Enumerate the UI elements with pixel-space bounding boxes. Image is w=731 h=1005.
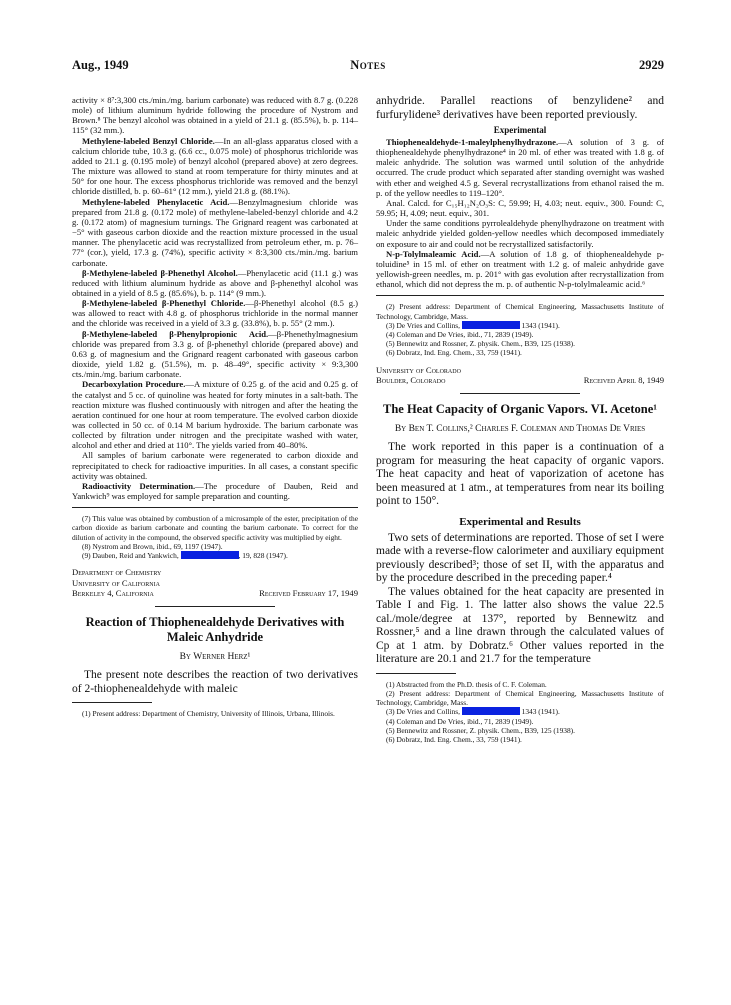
footnote: (5) Bennewitz and Rossner, Z. physik. Chem., B39, 125 (1938). xyxy=(386,725,575,735)
paragraph xyxy=(72,197,358,268)
footnote: (2) Present address: Department of Chemical Engineering, Massachusetts Institute of Technology, Cambridge, Mass. xyxy=(376,689,664,708)
affiliation-line: Berkeley 4, California xyxy=(72,588,154,599)
paragraph xyxy=(72,136,358,197)
article-separator xyxy=(460,393,580,394)
paragraph-text: —A mixture of 0.25 g. of the acid and 0.25 g. of the catalyst and 5 cc. of quinoline was heated for forty minutes in a salt-bath. The reaction mixture was flushed continuously with nitrogen and after the heating the aeration continued for one hour at room temperature. The evolved carbon dioxide was collected in 50 cc. of 0.14 M barium hydroxide. The barium carbonate was collected by filtration under nitrogen and the precipitate washed with water, alcohol and ether and dried at 110°. The yields varied from 40–80%. xyxy=(72,379,359,451)
section-heading: Experimental xyxy=(493,125,547,135)
paragraph-text: —Phenylacetic acid (11.1 g.) was reduced with lithium aluminum hydride as above and β-phenethyl alcohol was obtained in a yield of 8.5 g. (85.6%), b. p. 114° (9 mm.). xyxy=(72,267,358,298)
paragraph xyxy=(72,268,358,298)
paragraph-text: —A solution of 3 g. of thiophenealdehyde phenylhydrazone⁴ in 20 ml. of ether was treated with 1.8 g. of maleic anhydride. The solution was warmed until solution of the anhydride occurred. The crude product which separated after standing overnight was washed with ether and weighed 4.5 g. Several recrystallizations from ethanol raised the m. p. of the yellow needles to 119–120°. xyxy=(376,137,664,198)
affiliation-block xyxy=(72,567,358,598)
affiliation-line: University of California xyxy=(72,577,160,588)
footnote: (2) Present address: Department of Chemical Engineering, Massachusetts Institute of Technology, Cambridge, Mass. xyxy=(376,302,664,321)
redaction-box xyxy=(181,551,239,559)
run-in-heading: β-Methylene-labeled β-Phenethyl Chloride. xyxy=(82,298,246,309)
footnote-rule xyxy=(376,295,664,296)
run-in-heading: Methylene-labeled Benzyl Chloride. xyxy=(82,135,215,146)
run-in-heading: β-Methylene-labeled β-Phenethyl Alcohol. xyxy=(82,267,238,278)
paragraph: Two sets of determinations are reported. Those of set I were made with a reverse-flow calorimeter and auxiliary equipment previously described³; those of set II, with the apparatus and by the procedure described in the preceding paper.⁴ xyxy=(376,531,664,585)
section-heading: Experimental and Results xyxy=(459,515,581,528)
footnote xyxy=(376,707,664,716)
right-column xyxy=(376,95,664,744)
footnote: (6) Dobratz, Ind. Eng. Chem., 33, 759 (1941). xyxy=(386,348,522,358)
paragraph: Under the same conditions pyrrolealdehyde phenylhydrazone on treatment with maleic anhydride yielded golden-yellow needles which decomposed immediately on exposure to air and could not be recrystallized satisfactorily. xyxy=(376,218,664,249)
paragraph: anhydride. Parallel reactions of benzylidene² and furfurylidene³ derivatives have been reported previously. xyxy=(376,95,664,121)
paragraph: The present note describes the reaction of two derivatives of 2-thiophenealdehyde with maleic xyxy=(72,669,358,695)
footnote: (6) Dobratz, Ind. Eng. Chem., 33, 759 (1941). xyxy=(386,735,522,745)
footnotes xyxy=(72,514,358,560)
paragraph-text: —In an all-glass apparatus closed with a calcium chloride tube, 10.3 g. (6.6 cc., 0.075 mole) of phosphorus trichloride was added to 21.1 g. (0.195 mole) of benzyl alcohol (prepared above) at zero degrees. The mixture was allowed to stand at room temperature for thirty minutes and at 50° for one hour. The excess phosphorus trichloride was removed and the benzyl chloride distilled, b. p. 60–61° (12 mm.), yield 21.8 g. (88.1%). xyxy=(72,135,358,197)
affiliation-block xyxy=(376,365,664,386)
article-title: The Heat Capacity of Organic Vapors. VI. Acetone¹ xyxy=(383,402,657,417)
footnote-text: 1343 (1941). xyxy=(519,707,560,717)
paragraph: activity × 8⁷:3,300 cts./min./mg. barium carbonate) was reduced with 8.7 g. (0.228 mole) of lithium aluminum hydride following the procedure of Nystrom and Brown.⁸ The benzyl alcohol was obtained in a yield of 21.1 g. (85.5%), b. p. 114–115° (32 mm.). xyxy=(72,95,358,136)
footnote-text: (3) De Vries and Collins, xyxy=(386,707,460,717)
received-date: Received February 17, 1949 xyxy=(259,588,358,599)
footnote-rule xyxy=(376,673,456,674)
redaction-box xyxy=(462,321,520,329)
article-separator xyxy=(155,606,275,607)
header-section: Notes xyxy=(350,58,386,72)
paragraph-text: —Benzylmagnesium chloride was prepared from 21.8 g. (0.172 mole) of methylene-labeled-benzyl chloride and 4.2 g. (0.172 atom) of magnesium turnings. The Grignard reagent was carbonated at −5° with gaseous carbon dioxide and the reaction mixture processed in the usual manner. The phenylacetic acid was recrystallized from petroleum ether, m. p. 76–77° (cor.), yield, 17.3 g. (74%), specific activity × 8:3,300 cts./min./mg. barium carbonate. xyxy=(72,196,358,268)
paragraph-text: —A solution of 1.8 g. of thiophenealdehyde p-toluidine⁵ in 15 ml. of ether on treatment with 1.2 g. of maleic anhydride gave yellowish-green needles, m. p. 201° with gas evolution after recrystallization from ethanol, which did not depress the m. p. of authentic N-p-tolylmaleamic acid.⁶ xyxy=(376,248,664,290)
paragraph-text: —The procedure of Dauben, Reid and Yankwich⁹ was employed for sample preparation and counting. xyxy=(72,480,358,502)
footnote: (1) Present address: Department of Chemistry, University of Illinois, Urbana, Illinois. xyxy=(82,709,335,719)
footnote-text: 1343 (1941). xyxy=(519,320,560,330)
paragraph: All samples of barium carbonate were regenerated to carbon dioxide and reprecipitated to check for radioactive impurities. In all cases, a constant specific activity was obtained. xyxy=(72,450,358,481)
header-date: Aug., 1949 xyxy=(72,58,129,72)
running-header xyxy=(72,58,664,78)
left-column xyxy=(72,95,358,719)
paragraph xyxy=(72,379,358,450)
run-in-heading: Thiophenealdehyde-1-maleylphenylhydrazone. xyxy=(386,137,559,147)
paragraph: The values obtained for the heat capacity are presented in Table I and Fig. 1. The latter also shows the value 22.5 cal./mole/degree at 137°, reported by Bennewitz and Rossner,⁵ and a line drawn through the calculated values of Cp at 1 atm. by Dobratz.⁶ Other values reported in the literature are 20.1 and 21.7 for the temperature xyxy=(376,585,664,666)
footnote xyxy=(72,551,358,560)
run-in-heading: N-p-Tolylmaleamic Acid. xyxy=(386,248,481,259)
footnote xyxy=(376,321,664,330)
footnotes xyxy=(376,680,664,744)
footnote: (4) Coleman and De Vries, ibid., 71, 2839 (1949). xyxy=(386,329,534,339)
footnote-rule xyxy=(72,507,358,508)
paragraph xyxy=(72,298,358,328)
affiliation-received-line xyxy=(72,588,358,598)
paragraph: The work reported in this paper is a continuation of a program for measuring the heat capacity of organic vapors. The heat capacity and heat of vaporization of acetone has been measured at 1 atm., at temperatures from near its boiling point to 150°. xyxy=(376,441,664,508)
run-in-heading: Decarboxylation Procedure. xyxy=(82,379,186,390)
paragraph xyxy=(72,481,358,501)
run-in-heading: β-Methylene-labeled β-Phenylpropionic Acid. xyxy=(82,328,269,339)
run-in-heading: Methylene-labeled Phenylacetic Acid. xyxy=(82,196,230,207)
affiliation-received-line xyxy=(376,375,664,385)
affiliation-line: University of Colorado xyxy=(376,364,461,375)
footnote: (4) Coleman and De Vries, ibid., 71, 2839 (1949). xyxy=(386,716,534,726)
paragraph xyxy=(376,249,664,290)
footnote: (5) Bennewitz and Rossner, Z. physik. Chem., B39, 125 (1938). xyxy=(386,339,575,349)
footnote: (1) Abstracted from the Ph.D. thesis of C. F. Coleman. xyxy=(386,679,547,689)
footnote-text: (9) Dauben, Reid and Yankwich, xyxy=(82,551,179,561)
paragraph xyxy=(72,329,358,380)
header-page-number: 2929 xyxy=(639,58,664,72)
run-in-heading: Radioactivity Determination. xyxy=(82,480,196,491)
paragraph xyxy=(376,137,664,198)
paragraph-text: —β-Phenethylmagnesium chloride was prepared from 3.3 g. of β-phenethyl chloride (prepared above) and 0.63 g. of magnesium and the Grignard reagent carbonated with gaseous carbon dioxide, yield 1.82 g. (51.5%), m. p. 48–49°, specific activity × 9:3,300 cts./min./mg. barium carbonate. xyxy=(72,328,358,380)
article-byline: By Ben T. Collins,² Charles F. Coleman and Thomas De Vries xyxy=(394,424,646,435)
footnote-text: , 19, 828 (1947). xyxy=(238,551,288,561)
affiliation-line: Department of Chemistry xyxy=(72,567,162,578)
footnote-rule xyxy=(72,702,152,703)
footnote-text: (3) De Vries and Collins, xyxy=(386,320,460,330)
received-date: Received April 8, 1949 xyxy=(583,374,664,385)
footnote: (7) This value was obtained by combustion of a microsample of the ester, precipitation of the carbon dioxide as barium carbonate and counting the barium carbonate. To correct for the dilution of activity in the compound, the observed specific activity was multiplied by eight. xyxy=(72,514,358,542)
article-title: Reaction of Thiophenealdehyde Derivatives with Maleic Anhydride xyxy=(85,615,345,645)
paragraph: Anal. Calcd. for C₁₅H₁₂N₂O₃S: C, 59.99; H, 4.03; neut. equiv., 300. Found: C, 59.95; H, 4.09; neut. equiv., 301. xyxy=(376,197,664,219)
redaction-box xyxy=(462,707,520,715)
affiliation-line: Boulder, Colorado xyxy=(376,374,446,385)
article-byline: By Werner Herz¹ xyxy=(179,652,251,663)
footnotes xyxy=(376,302,664,357)
footnote: (8) Nystrom and Brown, ibid., 69, 1197 (1947). xyxy=(82,541,223,551)
paragraph-text: —β-Phenethyl alcohol (8.5 g.) was allowed to react with 4.8 g. of phosphorus trichloride in the normal manner and the chloride was received in a yield of 3.3 g. (33.8%), b. p. 55° (2 mm.). xyxy=(72,298,358,329)
